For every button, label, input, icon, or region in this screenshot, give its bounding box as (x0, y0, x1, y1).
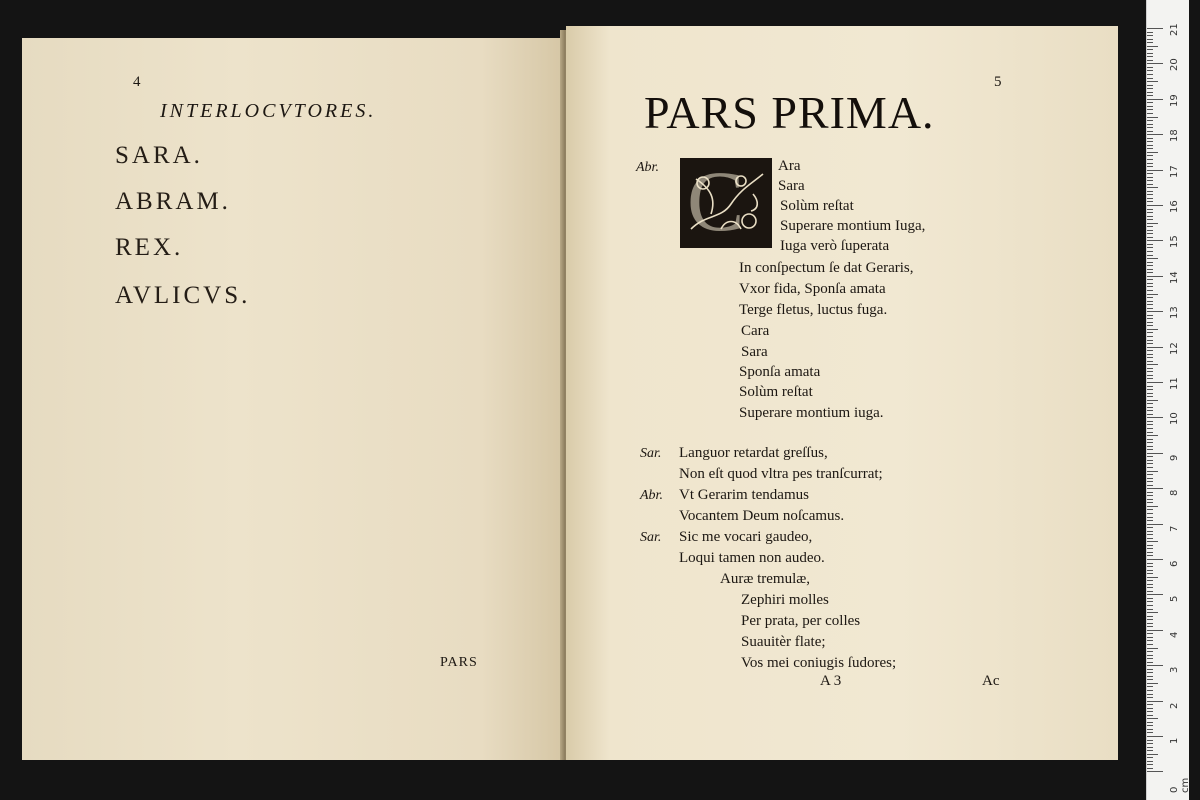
ruler-tick (1147, 28, 1163, 29)
ruler-tick (1147, 230, 1153, 231)
ruler-tick (1147, 732, 1153, 733)
ruler-label: 15 (1169, 235, 1180, 249)
ruler-tick (1147, 240, 1163, 241)
ruler-tick (1147, 616, 1153, 617)
ruler-tick (1147, 102, 1153, 103)
ruler-tick (1147, 694, 1153, 695)
ruler-tick (1147, 378, 1153, 379)
ruler-tick (1147, 747, 1153, 748)
ruler-tick (1147, 563, 1153, 564)
ruler-tick (1147, 584, 1153, 585)
ruler-label: 21 (1169, 23, 1180, 36)
ruler-tick (1147, 463, 1153, 464)
ruler-tick (1147, 170, 1163, 171)
ruler-tick (1147, 60, 1153, 61)
ruler-tick (1147, 424, 1153, 425)
ruler-tick (1147, 474, 1153, 475)
ruler-tick (1147, 216, 1153, 217)
ruler-tick (1147, 757, 1153, 758)
verse-line: Non eſt quod vltra pes tranſcurrat; (679, 466, 883, 482)
ruler-tick (1147, 407, 1153, 408)
ruler-tick (1147, 743, 1153, 744)
ruler-tick (1147, 609, 1153, 610)
ruler-tick (1147, 506, 1158, 507)
ruler-tick (1147, 761, 1153, 762)
verse-line: Superare montium Iuga, (780, 218, 926, 234)
ruler-tick (1147, 173, 1153, 174)
ruler-label: 13 (1169, 306, 1180, 320)
ruler-tick (1147, 655, 1153, 656)
ruler-label: 17 (1169, 164, 1180, 178)
ruler-tick (1147, 315, 1153, 316)
ruler-tick (1147, 209, 1153, 210)
ruler-label: 9 (1169, 454, 1180, 461)
ruler-tick (1147, 393, 1153, 394)
ruler-tick (1147, 502, 1153, 503)
ruler-label: 19 (1169, 94, 1180, 107)
ruler-tick (1147, 63, 1163, 64)
ruler-tick (1147, 67, 1153, 68)
ruler-tick (1147, 375, 1153, 376)
verse-line: Per prata, per colles (741, 613, 861, 629)
ruler-tick (1147, 605, 1153, 606)
ruler-tick (1147, 265, 1153, 266)
ruler-tick (1147, 180, 1153, 181)
ruler-tick (1147, 541, 1158, 542)
ruler-tick (1147, 124, 1153, 125)
ruler-tick (1147, 704, 1153, 705)
ruler-tick (1147, 163, 1153, 164)
verse-line: Languor retardat greſſus, (679, 445, 828, 461)
ruler-tick (1147, 446, 1153, 447)
ruler-tick (1147, 453, 1163, 454)
cast-member: REX. (115, 234, 184, 261)
ruler-tick (1147, 194, 1153, 195)
ruler-label: 7 (1169, 525, 1180, 532)
ruler-tick (1147, 485, 1153, 486)
ruler-tick (1147, 640, 1153, 641)
ruler-tick (1147, 708, 1153, 709)
ruler-tick (1147, 644, 1153, 645)
ruler-tick (1147, 481, 1153, 482)
ruler-tick (1147, 350, 1153, 351)
ruler-tick (1147, 633, 1153, 634)
ruler-tick (1147, 219, 1153, 220)
verse-line: Cara (741, 323, 770, 339)
ruler-tick (1147, 184, 1153, 185)
ruler-tick (1147, 106, 1153, 107)
cast-member: AVLICVS. (115, 282, 251, 309)
ruler-tick (1147, 630, 1163, 631)
ruler-tick (1147, 205, 1163, 206)
ruler-tick (1147, 354, 1153, 355)
ruler-label: 5 (1169, 596, 1180, 603)
ruler-tick (1147, 88, 1153, 89)
ruler-tick (1147, 311, 1163, 312)
right-catchword: Ac (982, 673, 1000, 689)
ruler-tick (1147, 598, 1153, 599)
ruler-tick (1147, 768, 1153, 769)
ruler-tick (1147, 520, 1153, 521)
ruler-tick (1147, 764, 1153, 765)
verse-line: Sara (741, 344, 768, 360)
cast-member: ABRAM. (115, 188, 231, 215)
ruler-tick (1147, 290, 1153, 291)
ruler-label: 20 (1169, 58, 1180, 72)
ruler-label: 10 (1169, 412, 1180, 426)
verse-line: Sic me vocari gaudeo, (679, 529, 813, 545)
ruler-tick (1147, 131, 1153, 132)
ruler-tick (1147, 237, 1153, 238)
ruler-tick (1147, 676, 1153, 677)
ruler-tick (1147, 715, 1153, 716)
ruler-tick (1147, 754, 1158, 755)
ruler-tick (1147, 166, 1153, 167)
ruler-tick (1147, 559, 1163, 560)
ruler-tick (1147, 286, 1153, 287)
ruler-tick (1147, 247, 1153, 248)
ruler-tick (1147, 332, 1153, 333)
ruler-tick (1147, 318, 1153, 319)
ruler-tick (1147, 155, 1153, 156)
ruler-tick (1147, 478, 1153, 479)
ruler-tick (1147, 750, 1153, 751)
left-page-heading: INTERLOCVTORES. (160, 100, 377, 122)
ruler-tick (1147, 410, 1153, 411)
ruler-tick (1147, 499, 1153, 500)
ruler-tick (1147, 152, 1158, 153)
ruler-tick (1147, 619, 1153, 620)
ruler-tick (1147, 92, 1153, 93)
ruler-tick (1147, 725, 1153, 726)
ruler-tick (1147, 343, 1153, 344)
ruler-tick (1147, 145, 1153, 146)
ruler-tick (1147, 81, 1158, 82)
ruler-tick (1147, 686, 1153, 687)
ruler-label: 12 (1169, 341, 1180, 355)
ruler-tick (1147, 117, 1158, 118)
ruler-label: 4 (1169, 631, 1180, 638)
ruler-tick (1147, 32, 1153, 33)
left-page (22, 38, 562, 760)
ruler-tick (1147, 233, 1153, 234)
ruler-tick (1147, 109, 1153, 110)
ruler-tick (1147, 56, 1153, 57)
ruler-tick (1147, 357, 1153, 358)
ruler-tick (1147, 736, 1163, 737)
ruler-label: 16 (1169, 200, 1180, 213)
verse-line: Loqui tamen non audeo. (679, 550, 825, 566)
ruler-tick (1147, 223, 1158, 224)
ruler-tick (1147, 201, 1153, 202)
verse-line: Zephiri molles (741, 592, 829, 608)
dropcap-letter: C (687, 153, 745, 249)
ruler-tick (1147, 42, 1153, 43)
verse-line: Auræ tremulæ, (720, 571, 810, 587)
ruler-tick (1147, 679, 1153, 680)
ruler-tick (1147, 382, 1163, 383)
ruler-tick (1147, 534, 1153, 535)
ruler-tick (1147, 159, 1153, 160)
verse-line: Suauitèr flate; (741, 634, 826, 650)
ruler-tick (1147, 325, 1153, 326)
ruler-tick (1147, 651, 1153, 652)
ruler-tick (1147, 492, 1153, 493)
ruler-tick (1147, 212, 1153, 213)
ruler-tick (1147, 177, 1153, 178)
ruler-tick (1147, 361, 1153, 362)
ruler-tick (1147, 120, 1153, 121)
ruler-tick (1147, 269, 1153, 270)
ruler-tick (1147, 729, 1153, 730)
ruler-tick (1147, 669, 1153, 670)
ruler-tick (1147, 637, 1153, 638)
ruler-tick (1147, 718, 1158, 719)
ruler-tick (1147, 538, 1153, 539)
ruler-tick (1147, 591, 1153, 592)
ruler-tick (1147, 683, 1158, 684)
ruler-tick (1147, 141, 1153, 142)
ruler-tick (1147, 148, 1153, 149)
ruler-label: 18 (1169, 129, 1180, 143)
verse-line: Vocantem Deum noſcamus. (679, 508, 845, 524)
ruler-label: 6 (1169, 560, 1180, 567)
ruler-tick (1147, 74, 1153, 75)
ruler-tick (1147, 99, 1163, 100)
ruler-tick (1147, 548, 1153, 549)
ruler-tick (1147, 329, 1158, 330)
ruler-label: 0 cm (1169, 778, 1191, 794)
ruler-tick (1147, 46, 1158, 47)
ruler-tick (1147, 488, 1163, 489)
ruler-tick (1147, 555, 1153, 556)
ruler-tick (1147, 308, 1153, 309)
ruler-tick (1147, 771, 1163, 772)
ruler-tick (1147, 78, 1153, 79)
signature-mark: A 3 (820, 673, 842, 689)
ruler-tick (1147, 662, 1153, 663)
ruler-tick (1147, 552, 1153, 553)
verse-line: Solùm reſtat (780, 198, 854, 214)
ruler-tick (1147, 701, 1163, 702)
ruler-tick (1147, 191, 1153, 192)
verse-line: Iuga verò ſuperata (780, 238, 890, 254)
ruler-tick (1147, 403, 1153, 404)
ruler-tick (1147, 95, 1153, 96)
ruler-tick (1147, 527, 1153, 528)
ruler-label: 14 (1169, 271, 1180, 284)
ruler-tick (1147, 623, 1153, 624)
ruler-tick (1147, 573, 1153, 574)
ruler-tick (1147, 460, 1153, 461)
ruler-tick (1147, 198, 1153, 199)
ruler-tick (1147, 113, 1153, 114)
ruler-tick (1147, 134, 1163, 135)
ruler-tick (1147, 517, 1153, 518)
ruler-tick (1147, 301, 1153, 302)
ruler-tick (1147, 53, 1153, 54)
ruler-tick (1147, 322, 1153, 323)
ruler-tick (1147, 658, 1153, 659)
ruler-tick (1147, 304, 1153, 305)
ruler-tick (1147, 347, 1163, 348)
ruler-tick (1147, 336, 1153, 337)
ruler-tick (1147, 672, 1153, 673)
ruler-tick (1147, 545, 1153, 546)
ruler-tick (1147, 612, 1158, 613)
ruler-label: 11 (1169, 377, 1180, 390)
ruler-tick (1147, 601, 1153, 602)
ruler-tick (1147, 35, 1153, 36)
verse-line: Vt Gerarim tendamus (679, 487, 809, 503)
ruler-tick (1147, 70, 1153, 71)
ruler-tick (1147, 665, 1163, 666)
ruler-tick (1147, 467, 1153, 468)
ruler-tick (1147, 509, 1153, 510)
ruler-tick (1147, 648, 1158, 649)
ruler-tick (1147, 594, 1163, 595)
ruler-tick (1147, 442, 1153, 443)
ruler-tick (1147, 690, 1153, 691)
left-catchword: PARS (440, 655, 478, 670)
right-page-number: 5 (994, 74, 1002, 90)
ruler-tick (1147, 513, 1153, 514)
speaker-label: Abr. (636, 160, 659, 175)
ruler-tick (1147, 432, 1153, 433)
ruler-tick (1147, 251, 1153, 252)
left-page-number: 4 (133, 74, 141, 90)
verse-line: Vxor fida, Sponſa amata (739, 281, 886, 297)
ruler-tick (1147, 294, 1158, 295)
ruler-tick (1147, 279, 1153, 280)
ruler-tick (1147, 400, 1158, 401)
ruler-tick (1147, 226, 1153, 227)
ruler-tick (1147, 711, 1153, 712)
ruler-tick (1147, 39, 1153, 40)
ruler-tick (1147, 577, 1158, 578)
verse-line: Ara (778, 158, 801, 174)
ruler-tick (1147, 389, 1153, 390)
speaker-label: Abr. (640, 488, 663, 503)
ruler-label: 8 (1169, 489, 1180, 497)
ruler-tick (1147, 138, 1153, 139)
ruler-label: 3 (1169, 666, 1180, 674)
ruler-tick (1147, 456, 1153, 457)
verse-line: Terge fletus, luctus fuga. (739, 302, 888, 318)
ruler-tick (1147, 262, 1153, 263)
ruler-tick (1147, 85, 1153, 86)
ruler-tick (1147, 524, 1163, 525)
ruler-tick (1147, 244, 1153, 245)
ruler-tick (1147, 439, 1153, 440)
ruler-tick (1147, 722, 1153, 723)
ruler-tick (1147, 626, 1153, 627)
page-title: PARS PRIMA. (644, 87, 935, 138)
ruler-tick (1147, 386, 1153, 387)
verse-line: Vos mei coniugis ſudores; (741, 655, 897, 671)
verse-line: Solùm reſtat (739, 384, 813, 400)
ruler-tick (1147, 272, 1153, 273)
verse-line: Sara (778, 178, 805, 194)
ruler-label: 2 (1169, 702, 1180, 709)
verse-line: In conſpectum ſe dat Geraris, (739, 260, 914, 276)
ruler-tick (1147, 531, 1153, 532)
ruler-tick (1147, 495, 1153, 496)
ruler-tick (1147, 49, 1153, 50)
ruler-tick (1147, 587, 1153, 588)
ruler-tick (1147, 580, 1153, 581)
ruler-tick (1147, 421, 1153, 422)
ruler-tick (1147, 364, 1158, 365)
ruler-tick (1147, 697, 1153, 698)
ruler-tick (1147, 566, 1153, 567)
ruler-tick (1147, 371, 1153, 372)
ruler-tick (1147, 417, 1163, 418)
verse-line: Sponſa amata (739, 364, 821, 380)
ruler-tick (1147, 283, 1153, 284)
ruler-tick (1147, 414, 1153, 415)
ruler-tick (1147, 570, 1153, 571)
ruler-tick (1147, 449, 1153, 450)
ruler-tick (1147, 435, 1158, 436)
dropcap-ornament (680, 153, 772, 249)
ruler-tick (1147, 740, 1153, 741)
ruler-tick (1147, 187, 1158, 188)
ruler-tick (1147, 258, 1158, 259)
verse-line: Superare montium iuga. (739, 405, 884, 421)
ruler-tick (1147, 276, 1163, 277)
cast-member: SARA. (115, 142, 203, 169)
ruler-tick (1147, 428, 1153, 429)
ruler-tick (1147, 368, 1153, 369)
ruler-tick (1147, 297, 1153, 298)
ruler-tick (1147, 471, 1158, 472)
ruler-tick (1147, 255, 1153, 256)
measurement-ruler (1146, 0, 1189, 800)
speaker-label: Sar. (640, 530, 662, 545)
ruler-tick (1147, 340, 1153, 341)
ruler-tick (1147, 396, 1153, 397)
ruler-label: 1 (1169, 737, 1180, 744)
speaker-label: Sar. (640, 446, 662, 461)
ruler-tick (1147, 127, 1153, 128)
